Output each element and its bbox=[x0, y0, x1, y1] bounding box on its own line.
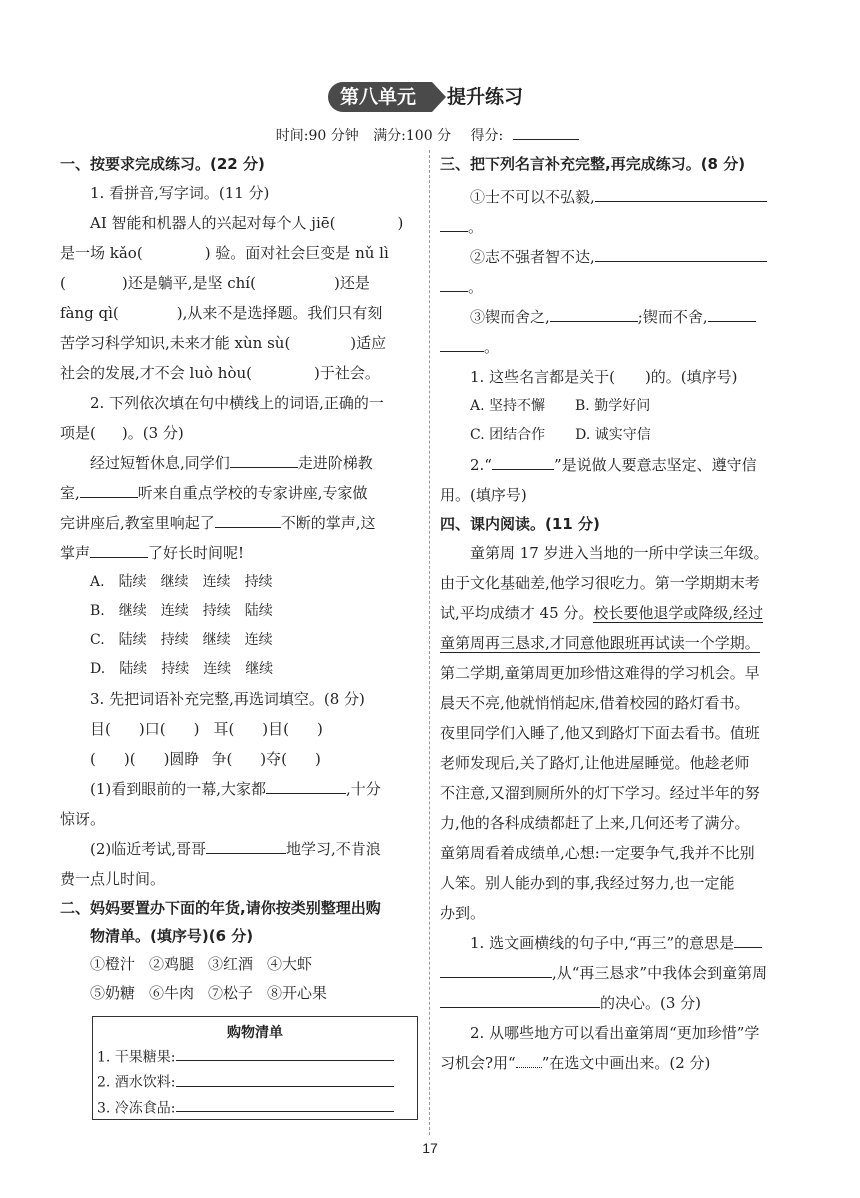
text: ),从来不是选择题。我们只有刻 bbox=[176, 304, 383, 322]
option-word: 连续 bbox=[203, 661, 232, 677]
maxim-2 bbox=[440, 242, 802, 272]
maxim-blank[interactable] bbox=[708, 305, 756, 323]
fill-sentence-2 bbox=[60, 834, 422, 864]
option-word: 继续 bbox=[118, 603, 147, 619]
text: 目( bbox=[90, 720, 111, 738]
option-b[interactable]: B. 勤学好问 bbox=[575, 398, 651, 414]
answer-blank[interactable] bbox=[440, 991, 600, 1009]
maxim-1 bbox=[440, 182, 802, 212]
maxim-blank[interactable] bbox=[550, 305, 638, 323]
reading-line: 力,他的各科成绩都赶了上来,几何还考了满分。 bbox=[440, 814, 750, 832]
text: ,十分 bbox=[346, 780, 381, 798]
text: )于社会。 bbox=[314, 364, 380, 382]
column-divider bbox=[429, 150, 430, 1135]
score-blank[interactable] bbox=[513, 124, 579, 140]
s3-options-2 bbox=[440, 421, 802, 450]
page-number: 17 bbox=[422, 1140, 438, 1156]
text: 经过短暂休息,同学们 bbox=[90, 454, 230, 472]
option-label: A. bbox=[90, 574, 105, 590]
underlined-sentence: 校长要他退学或降级,经过 bbox=[593, 604, 764, 622]
option-word: 陆续 bbox=[118, 574, 147, 590]
text: )圆睁 bbox=[163, 750, 200, 768]
shopping-row bbox=[97, 1070, 413, 1095]
goods-item: ⑥牛肉 bbox=[149, 984, 195, 1002]
text: 。 bbox=[484, 338, 500, 356]
text: 的决心。(3 分) bbox=[600, 994, 702, 1012]
s4-q1-cont-2 bbox=[440, 988, 802, 1018]
option-c[interactable] bbox=[60, 626, 422, 655]
option-word: 连续 bbox=[202, 574, 231, 590]
option-word: 持续 bbox=[160, 632, 189, 648]
text: ) bbox=[397, 214, 404, 232]
reading-line: 晨天不亮,他就悄悄起床,借着校园的路灯看书。 bbox=[440, 694, 750, 712]
section-2-title: 二、妈妈要置办下面的年货,请你按类别整理出购 bbox=[60, 899, 381, 917]
goods-item: ②鸡腿 bbox=[149, 955, 195, 973]
underlined-sentence: 童第周再三恳求,才同意他跟班再试读一个学期。 bbox=[440, 634, 760, 652]
reading-line bbox=[440, 628, 802, 658]
text: (2)临近考试,哥哥 bbox=[90, 840, 207, 858]
reading-line: 童第周 17 岁进入当地的一所中学读三年级。 bbox=[470, 544, 769, 562]
option-word: 陆续 bbox=[244, 603, 273, 619]
idiom-row-1 bbox=[60, 714, 422, 744]
text: )口( bbox=[138, 720, 166, 738]
unit-label: 第八单元 bbox=[340, 86, 417, 108]
option-word: 持续 bbox=[202, 603, 231, 619]
text: 争( bbox=[211, 750, 233, 768]
s3-q2 bbox=[440, 450, 802, 480]
fill-sentence-2-cont: 费一点儿时间。 bbox=[60, 870, 166, 888]
left-column bbox=[60, 150, 422, 1120]
text: (1)看到眼前的一幕,大家都 bbox=[90, 780, 267, 798]
text: 项是( bbox=[60, 424, 96, 442]
option-word: 继续 bbox=[202, 632, 231, 648]
goods-item: ⑧开心果 bbox=[267, 984, 328, 1002]
text: 2.“ bbox=[470, 456, 492, 474]
s3-q1 bbox=[440, 362, 802, 392]
text: 1. 这些名言都是关于( bbox=[470, 368, 615, 386]
pinyin-line-4 bbox=[60, 298, 422, 328]
text: ②志不强者智不达, bbox=[470, 248, 595, 266]
q2-passage-1 bbox=[60, 448, 422, 478]
s3-q2-cont: 用。(填序号) bbox=[440, 486, 527, 504]
right-column bbox=[440, 150, 802, 1078]
text: 3. 冷冻食品: bbox=[97, 1100, 176, 1117]
pinyin-line-2 bbox=[60, 238, 422, 268]
reading-line: 老师发现后,关了路灯,让他进屋睡觉。他趁老师 bbox=[440, 754, 750, 772]
option-word: 陆续 bbox=[119, 661, 148, 677]
text: 听来自重点学校的专家讲座,专家做 bbox=[137, 484, 368, 502]
goods-item: ①橙汁 bbox=[90, 955, 136, 973]
option-word: 连续 bbox=[160, 603, 189, 619]
q2-passage-4 bbox=[60, 538, 422, 568]
text: ;锲而不舍, bbox=[637, 308, 708, 326]
fill-blank[interactable] bbox=[230, 451, 298, 469]
maxim-1-cont bbox=[440, 212, 802, 242]
reading-line: 不注意,又溜到厕所外的灯下学习。经过半年的努 bbox=[440, 784, 760, 802]
section-4-title: 四、课内阅读。(11 分) bbox=[440, 515, 600, 533]
option-word: 继续 bbox=[245, 661, 274, 677]
text: ③锲而舍之, bbox=[470, 308, 550, 326]
text: ”是说做人要意志坚定、遵守信 bbox=[553, 456, 757, 474]
score-field[interactable] bbox=[466, 128, 585, 144]
text: 试,平均成绩才 45 分。 bbox=[440, 604, 594, 622]
text: )目( bbox=[262, 720, 290, 738]
text: ) 验。面对社会巨变是 nǔ lì bbox=[204, 244, 389, 262]
option-a[interactable] bbox=[60, 568, 422, 597]
pinyin-line-3 bbox=[60, 268, 422, 298]
text: 社会的发展,才不会 luò hòu( bbox=[60, 364, 252, 382]
shopping-list-title: 购物清单 bbox=[227, 1025, 283, 1041]
s4-q2: 2. 从哪些地方可以看出童第周“更加珍惜”学 bbox=[470, 1024, 760, 1042]
text: )还是躺平,是坚 chí( bbox=[121, 274, 256, 292]
shopping-list-box bbox=[92, 1016, 418, 1120]
text: 地学习,不肯浪 bbox=[286, 840, 381, 858]
fill-sentence-1 bbox=[60, 774, 422, 804]
text: ) bbox=[317, 720, 323, 738]
score-label: 得分: bbox=[470, 127, 504, 144]
answer-blank[interactable] bbox=[440, 961, 552, 979]
pinyin-passage bbox=[60, 208, 422, 238]
maxim-3-cont bbox=[440, 332, 802, 362]
text: 耳( bbox=[213, 720, 235, 738]
exam-meta bbox=[0, 124, 860, 145]
idiom-row-2 bbox=[60, 744, 422, 774]
goods-item: ⑤奶糖 bbox=[90, 984, 136, 1002]
list-blank[interactable] bbox=[176, 1045, 394, 1061]
option-label: D. bbox=[90, 661, 106, 677]
goods-item: ⑦松子 bbox=[208, 984, 254, 1002]
text: 习机会?用“ bbox=[440, 1054, 516, 1072]
text: 1. 干果糖果: bbox=[97, 1049, 176, 1066]
pinyin-line-6 bbox=[60, 358, 422, 388]
goods-row-2 bbox=[60, 979, 422, 1008]
text: ( bbox=[60, 274, 66, 292]
text: )的。(填序号) bbox=[644, 368, 738, 386]
goods-item: ③红酒 bbox=[208, 955, 254, 973]
maxim-blank[interactable] bbox=[440, 335, 484, 353]
text: 掌声 bbox=[60, 544, 91, 562]
option-word: 继续 bbox=[160, 574, 189, 590]
text: 完讲座后,教室里响起了 bbox=[60, 514, 215, 532]
fill-blank[interactable] bbox=[266, 777, 346, 795]
maxim-blank[interactable] bbox=[440, 215, 468, 233]
fill-blank[interactable] bbox=[206, 837, 286, 855]
text: 苦学习科学知识,未来才能 xùn sù( bbox=[60, 334, 291, 352]
text: ”在选文中画出来。(2 分) bbox=[541, 1054, 711, 1072]
fill-blank[interactable] bbox=[80, 481, 138, 499]
fill-sentence-1-cont: 惊讶。 bbox=[60, 810, 106, 828]
text: ( bbox=[90, 750, 96, 768]
option-label: B. bbox=[90, 603, 105, 619]
option-word: 连续 bbox=[244, 632, 273, 648]
wavy-line-icon bbox=[516, 1052, 542, 1068]
maxim-blank[interactable] bbox=[595, 185, 767, 203]
option-c[interactable]: C. 团结合作 bbox=[470, 427, 546, 443]
reading-line: 童第周看着成绩单,心想:一定要争气,我并不比别 bbox=[440, 844, 755, 862]
text: 是一场 kǎo( bbox=[60, 244, 143, 262]
badge-arrow-icon bbox=[432, 82, 446, 112]
text: 不断的掌声,这 bbox=[280, 514, 376, 532]
option-a[interactable]: A. 坚持不懈 bbox=[470, 398, 546, 414]
option-word: 持续 bbox=[161, 661, 190, 677]
option-word: 陆续 bbox=[118, 632, 147, 648]
s3-options-1 bbox=[440, 392, 802, 421]
pinyin-line-5 bbox=[60, 328, 422, 358]
text: )。(3 分) bbox=[121, 424, 184, 442]
s4-q1-cont bbox=[440, 958, 802, 988]
text: ①士不可以不弘毅, bbox=[470, 188, 595, 206]
unit-header bbox=[0, 82, 860, 112]
list-blank[interactable] bbox=[176, 1096, 394, 1112]
reading-line: 由于文化基础差,他学习很吃力。第一学期期末考 bbox=[440, 574, 760, 592]
full-score: 满分:100 分 bbox=[373, 127, 452, 144]
reading-line bbox=[440, 598, 802, 628]
text: 走进阶梯教 bbox=[297, 454, 373, 472]
reading-line: 办到。 bbox=[440, 904, 486, 922]
option-d[interactable] bbox=[60, 655, 422, 684]
answer-blank[interactable] bbox=[734, 931, 762, 949]
reading-line: 人笨。别人能办到的事,我经过努力,也一定能 bbox=[440, 874, 735, 892]
unit-badge bbox=[328, 82, 432, 112]
q1-title: 1. 看拼音,写字词。(11 分) bbox=[90, 184, 270, 202]
q2-passage-3 bbox=[60, 508, 422, 538]
option-label: C. bbox=[90, 632, 105, 648]
list-blank[interactable] bbox=[176, 1070, 394, 1086]
time-limit: 时间:90 分钟 bbox=[275, 127, 359, 144]
q2-passage-2 bbox=[60, 478, 422, 508]
text: fàng qì( bbox=[60, 304, 119, 322]
text: AI 智能和机器人的兴起对每个人 jiē( bbox=[90, 214, 336, 232]
text: )还是 bbox=[333, 274, 370, 292]
reading-line: 第二学期,童第周更加珍惜这难得的学习机会。早 bbox=[440, 664, 760, 682]
s4-q2-cont bbox=[440, 1048, 802, 1078]
text: 室, bbox=[60, 484, 80, 502]
text: 。 bbox=[468, 278, 484, 296]
fill-blank[interactable] bbox=[215, 511, 281, 529]
option-d[interactable]: D. 诚实守信 bbox=[575, 427, 651, 443]
reading-line: 夜里同学们入睡了,他又到路灯下面去看书。值班 bbox=[440, 724, 760, 742]
unit-subtitle: 提升练习 bbox=[447, 86, 524, 108]
choice-blank[interactable] bbox=[492, 453, 554, 471]
text: ,从“再三恳求”中我体会到童第周 bbox=[552, 964, 768, 982]
maxim-3 bbox=[440, 302, 802, 332]
goods-item: ④大虾 bbox=[267, 955, 313, 973]
maxim-blank[interactable] bbox=[440, 275, 468, 293]
section-1-title: 一、按要求完成练习。(22 分) bbox=[60, 155, 265, 173]
shopping-row bbox=[97, 1096, 413, 1121]
maxim-blank[interactable] bbox=[595, 245, 767, 263]
option-b[interactable] bbox=[60, 597, 422, 626]
option-word: 持续 bbox=[244, 574, 273, 590]
text: 了好长时间呢! bbox=[148, 544, 245, 562]
text: ) bbox=[193, 720, 200, 738]
shopping-row bbox=[97, 1045, 413, 1070]
q2-title: 2. 下列依次填在句中横线上的词语,正确的一 bbox=[90, 394, 384, 412]
q3-title: 3. 先把词语补充完整,再选词填空。(8 分) bbox=[90, 690, 365, 708]
text: )( bbox=[123, 750, 136, 768]
maxim-2-cont bbox=[440, 272, 802, 302]
text: )适应 bbox=[350, 334, 387, 352]
goods-row-1 bbox=[60, 950, 422, 979]
text: 2. 酒水饮料: bbox=[97, 1074, 176, 1091]
text: 。 bbox=[468, 218, 484, 236]
fill-blank[interactable] bbox=[90, 541, 148, 559]
section-3-title: 三、把下列名言补充完整,再完成练习。(8 分) bbox=[440, 155, 746, 173]
s4-q1 bbox=[440, 928, 802, 958]
section-2-title-cont: 物清单。(填序号)(6 分) bbox=[90, 927, 254, 945]
text: ) bbox=[315, 750, 321, 768]
text: 1. 选文画横线的句子中,“再三”的意思是 bbox=[470, 934, 735, 952]
text: )夺( bbox=[260, 750, 288, 768]
q2-title-cont bbox=[60, 418, 422, 448]
